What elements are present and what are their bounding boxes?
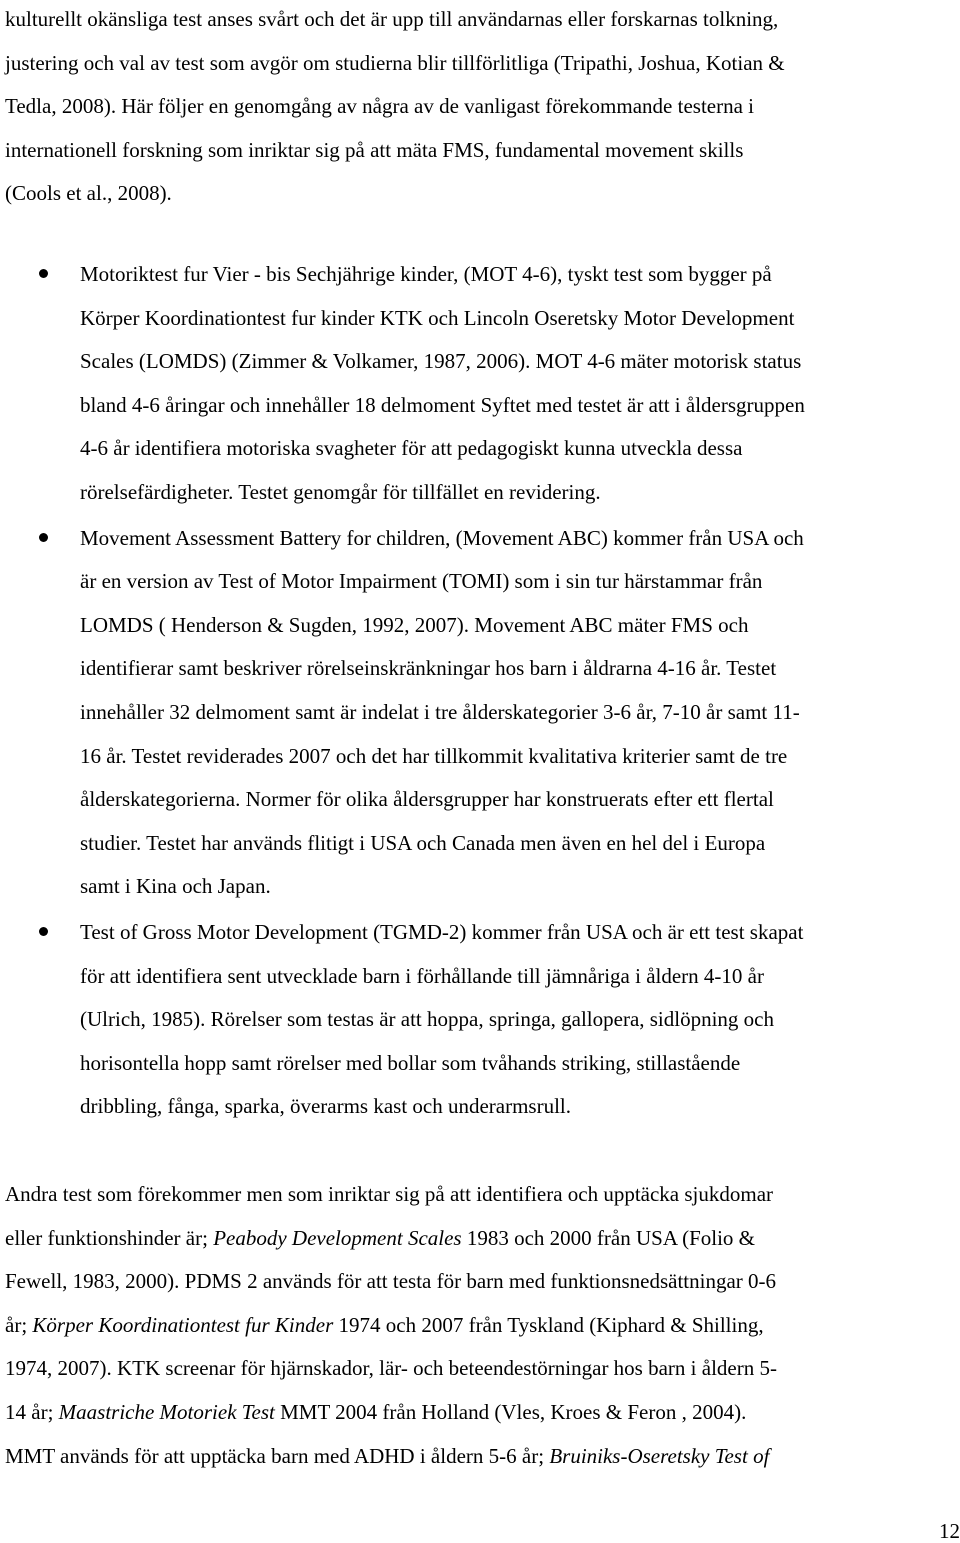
text-line: rörelsefärdigheter. Testet genomgår för tillfället en revidering.: [80, 479, 601, 504]
test-name-italic: Maastriche Motoriek Test: [58, 1399, 275, 1424]
text-line: [5, 1304, 777, 1348]
bullet-icon: [39, 927, 48, 936]
list-item-text: [80, 253, 960, 515]
text-line: [5, 1435, 777, 1479]
text-run: år;: [5, 1312, 33, 1337]
text-run: Andra test som förekommer men som inriktar sig på att identifiera och upptäcka sjukdomar: [5, 1182, 774, 1206]
text-line: bland 4-6 åringar och innehåller 18 delmoment Syftet med testet är att i åldersgruppen: [80, 392, 805, 417]
text-line: samt i Kina och Japan.: [80, 874, 271, 899]
text-line: Tedla, 2008). Här följer en genomgång av några av de vanligast förekommande testerna i: [5, 94, 754, 119]
text-line: justering och val av test som avgör om studierna blir tillförlitliga (Tripathi, Joshua, Kotian &: [5, 50, 785, 75]
text-line: är en version av Test of Motor Impairment (TOMI) som i sin tur härstammar från: [80, 569, 763, 594]
test-name-italic: Körper Koordinationtest fur Kinder: [32, 1312, 334, 1337]
test-name-italic: Peabody Development Scales: [213, 1225, 462, 1250]
text-line: Movement Assessment Battery for children, (Movement ABC) kommer från USA och: [80, 525, 804, 550]
text-line: Körper Koordinationtest fur kinder KTK och Lincoln Oseretsky Motor Development: [80, 305, 795, 330]
list-item-movement-abc: [5, 517, 960, 909]
list-item-mot: [5, 253, 960, 515]
page-number: 12: [939, 1519, 960, 1543]
text-line: kulturellt okänsliga test anses svårt och det är upp till användarnas eller forskarnas tolkning,: [5, 7, 779, 31]
list-item-tgmd: [5, 911, 960, 1129]
text-line: [5, 1347, 777, 1391]
text-line: 16 år. Testet reviderades 2007 och det har tillkommit kvalitativa kriterier samt de tre: [80, 743, 788, 768]
test-list: [5, 253, 960, 1131]
text-line: Test of Gross Motor Development (TGMD-2) kommer från USA och är ett test skapat: [80, 919, 804, 944]
list-item-text: [80, 911, 960, 1129]
text-line: LOMDS ( Henderson & Sugden, 1992, 2007). Movement ABC mäter FMS och: [80, 612, 749, 637]
text-line: [5, 1391, 777, 1435]
text-run: Fewell, 1983, 2000). PDMS 2 används för att testa för barn med funktionsnedsättningar 0-6: [5, 1269, 777, 1294]
text-line: dribbling, fånga, sparka, överarms kast och underarmsrull.: [80, 1094, 572, 1119]
text-line: [5, 1217, 777, 1261]
text-line: Scales (LOMDS) (Zimmer & Volkamer, 1987, 2006). MOT 4-6 mäter motorisk status: [80, 349, 802, 374]
bullet-icon: [39, 269, 48, 278]
text-run: 1983 och 2000 från USA (Folio &: [461, 1225, 755, 1250]
text-line: 4-6 år identifiera motoriska svagheter för att pedagogiskt kunna utveckla dessa: [80, 436, 743, 461]
text-run: 1974 och 2007 från Tyskland (Kiphard & Shilling,: [333, 1312, 764, 1337]
text-run: 1974, 2007). KTK screenar för hjärnskador, lär- och beteendestörningar hos barn i åldern 5-: [5, 1356, 777, 1381]
text-run: MMT 2004 från Holland (Vles, Kroes & Feron , 2004).: [274, 1399, 747, 1424]
bullet-icon: [39, 533, 48, 542]
test-name-italic: Bruiniks-Oseretsky Test of: [549, 1443, 770, 1468]
text-line: [5, 1260, 777, 1304]
text-line: horisontella hopp samt rörelser med bollar som tvåhands striking, stillastående: [80, 1050, 741, 1075]
text-line: för att identifiera sent utvecklade barn i förhållande till jämnåriga i åldern 4-10 år: [80, 963, 764, 988]
text-line: [5, 1173, 777, 1217]
text-line: studier. Testet har används flitigt i USA och Canada men även en hel del i Europa: [80, 830, 766, 855]
text-line: innehåller 32 delmoment samt är indelat i tre ålderskategorier 3-6 år, 7-10 år samt 11-: [80, 699, 800, 724]
text-line: ålderskategorierna. Normer för olika åldersgrupper har konstruerats efter ett flertal: [80, 787, 774, 812]
list-item-text: [80, 517, 960, 909]
text-run: MMT används för att upptäcka barn med ADHD i åldern 5-6 år;: [5, 1443, 550, 1468]
intro-paragraph: [5, 0, 785, 216]
text-run: eller funktionshinder är;: [5, 1225, 214, 1250]
text-line: (Ulrich, 1985). Rörelser som testas är att hoppa, springa, gallopera, sidlöpning och: [80, 1007, 775, 1032]
closing-paragraph: [5, 1173, 777, 1478]
text-line: (Cools et al., 2008).: [5, 181, 172, 206]
text-line: internationell forskning som inriktar sig på att mäta FMS, fundamental movement skills: [5, 137, 744, 162]
text-run: 14 år;: [5, 1399, 59, 1424]
text-line: identifierar samt beskriver rörelseinskränkningar hos barn i åldrarna 4-16 år. Testet: [80, 656, 777, 681]
text-line: Motoriktest fur Vier - bis Sechjährige kinder, (MOT 4-6), tyskt test som bygger på: [80, 262, 772, 286]
